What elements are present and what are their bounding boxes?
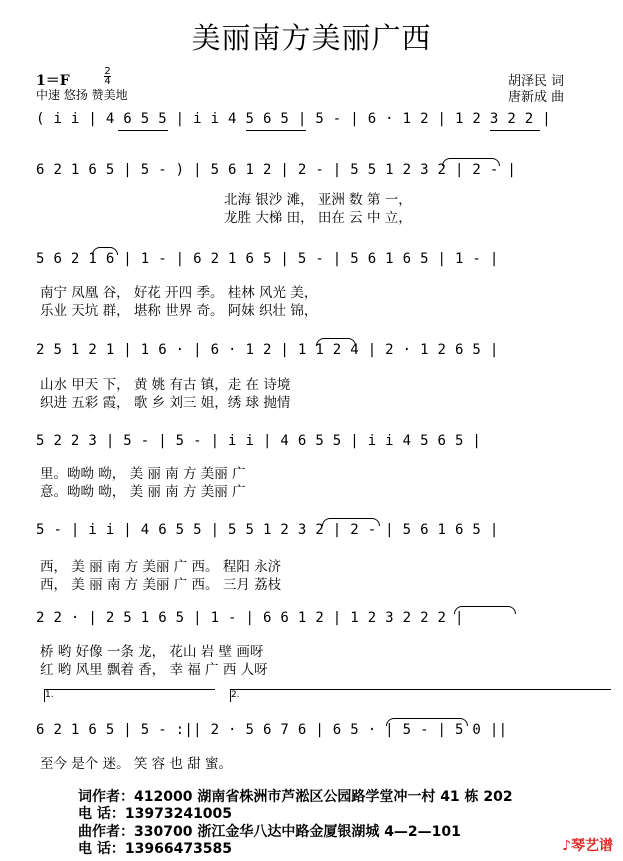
score-row-3: 5 6 2 1 6 | 1 - | 6 2 1 6 5 | 5 - | 5 6 1 6 5 | 1 - | (36, 251, 499, 267)
slur (322, 518, 380, 526)
lyric-row-5-verse-2: 意。呦呦 呦， 美 丽 南 方 美丽 广 (40, 484, 246, 500)
slur (316, 338, 356, 346)
composer-phone-line (78, 838, 232, 858)
volta-second-ending (230, 689, 611, 702)
score-row-6: 5 - | i i | 4 6 5 5 | 5 5 1 2 3 2 | 2 - | 5 6 1 6 5 | (36, 522, 499, 538)
score-row-8: 6 2 1 6 5 | 5 - :|| 2 · 5 6 7 6 | 6 5 · | 5 - | 5 0 || (36, 722, 508, 738)
key-signature: 1＝F (36, 73, 70, 89)
music-note-icon: ♪ (562, 838, 571, 854)
lyricist-phone-line (78, 803, 232, 823)
beam-line (490, 130, 540, 131)
lyricist-address: 412000 湖南省株洲市芦淞区公园路学堂冲一村 41 栋 202 (134, 789, 513, 805)
beam-line (246, 130, 306, 131)
lyric-row-6-verse-2: 西， 美 丽 南 方 美丽 广 西。 三月 荔枝 (40, 577, 282, 593)
composer-phone-label: 电 话： (78, 841, 125, 857)
lyricist-phone-label: 电 话： (78, 806, 125, 822)
volta-second-label: 2. (231, 690, 240, 700)
lyric-row-2-verse-2: 龙胜 大梯 田， 田在 云 中 立， (224, 210, 412, 226)
score-row-4: 2 5 1 2 1 | 1 6 · | 6 · 1 2 | 1 1 2 4 | 2 · 1 2 6 5 | (36, 342, 499, 358)
lyricist-phone: 13973241005 (124, 806, 233, 822)
lyric-row-4-verse-1: 山水 甲天 下， 黄 姚 有古 镇，走 在 诗境 (40, 377, 291, 393)
watermark-text: 琴艺谱 (571, 838, 613, 854)
beam-line (118, 130, 168, 131)
score-row-7: 2 2 · | 2 5 1 6 5 | 1 - | 6 6 1 2 | 1 2 3 2 2 2 | (36, 610, 464, 626)
watermark-logo (562, 835, 613, 855)
time-signature (104, 67, 111, 86)
slur (386, 718, 468, 726)
lyricist-label: 词作者： (78, 789, 134, 805)
composer-label: 曲作者： (78, 824, 134, 840)
score-row-1: ( i i | 4 6 5 5 | i i 4 5 6 5 | 5 - | 6 · 1 2 | 1 2 3 2 2 | (36, 111, 551, 127)
lyric-row-2-verse-1: 北海 银沙 滩， 亚洲 数 第 一， (224, 192, 412, 208)
lyric-row-7-verse-1: 桥 哟 好像 一条 龙， 花山 岩 壁 画呀 (40, 644, 264, 660)
slur (454, 606, 516, 614)
tempo-marking: 中速 悠扬 赞美地 (36, 88, 128, 102)
lyric-row-6-verse-1: 西， 美 丽 南 方 美丽 广 西。 程阳 永济 (40, 559, 282, 575)
composer-phone: 13966473585 (124, 841, 233, 857)
lyric-row-5-verse-1: 里。呦呦 呦， 美 丽 南 方 美丽 广 (40, 466, 246, 482)
lyricist-credit: 胡泽民 词 (508, 74, 565, 89)
composer-address: 330700 浙江金华八达中路金厦银湖城 4—2—101 (134, 824, 461, 840)
lyric-row-4-verse-2: 织进 五彩 霞， 歌 乡 刘三 姐，绣 球 抛情 (40, 395, 291, 411)
lyric-row-3-verse-2: 乐业 天坑 群， 堪称 世界 奇。 阿妹 织壮 锦， (40, 303, 318, 319)
slur (442, 158, 500, 166)
score-row-2: 6 2 1 6 5 | 5 - ) | 5 6 1 2 | 2 - | 5 5 1 2 3 2 | 2 - | (36, 162, 517, 178)
volta-first-label: 1. (45, 690, 54, 700)
composer-credit: 唐新成 曲 (508, 90, 565, 105)
lyric-row-8-verse-1: 至今 是个 迷。 笑 容 也 甜 蜜。 (40, 756, 233, 772)
volta-first-ending (44, 689, 215, 702)
song-title: 美丽南方美丽广西 (191, 21, 432, 55)
slur (92, 247, 118, 255)
lyric-row-3-verse-1: 南宁 凤凰 谷， 好花 开四 季。 桂林 风光 美， (40, 285, 318, 301)
lyric-row-7-verse-2: 红 哟 风里 飘着 香， 幸 福 广 西 人呀 (40, 662, 268, 678)
time-bottom: 4 (104, 76, 111, 87)
score-row-5: 5 2 2 3 | 5 - | 5 - | i i | 4 6 5 5 | i i 4 5 6 5 | (36, 433, 482, 449)
time-top: 2 (104, 66, 111, 77)
